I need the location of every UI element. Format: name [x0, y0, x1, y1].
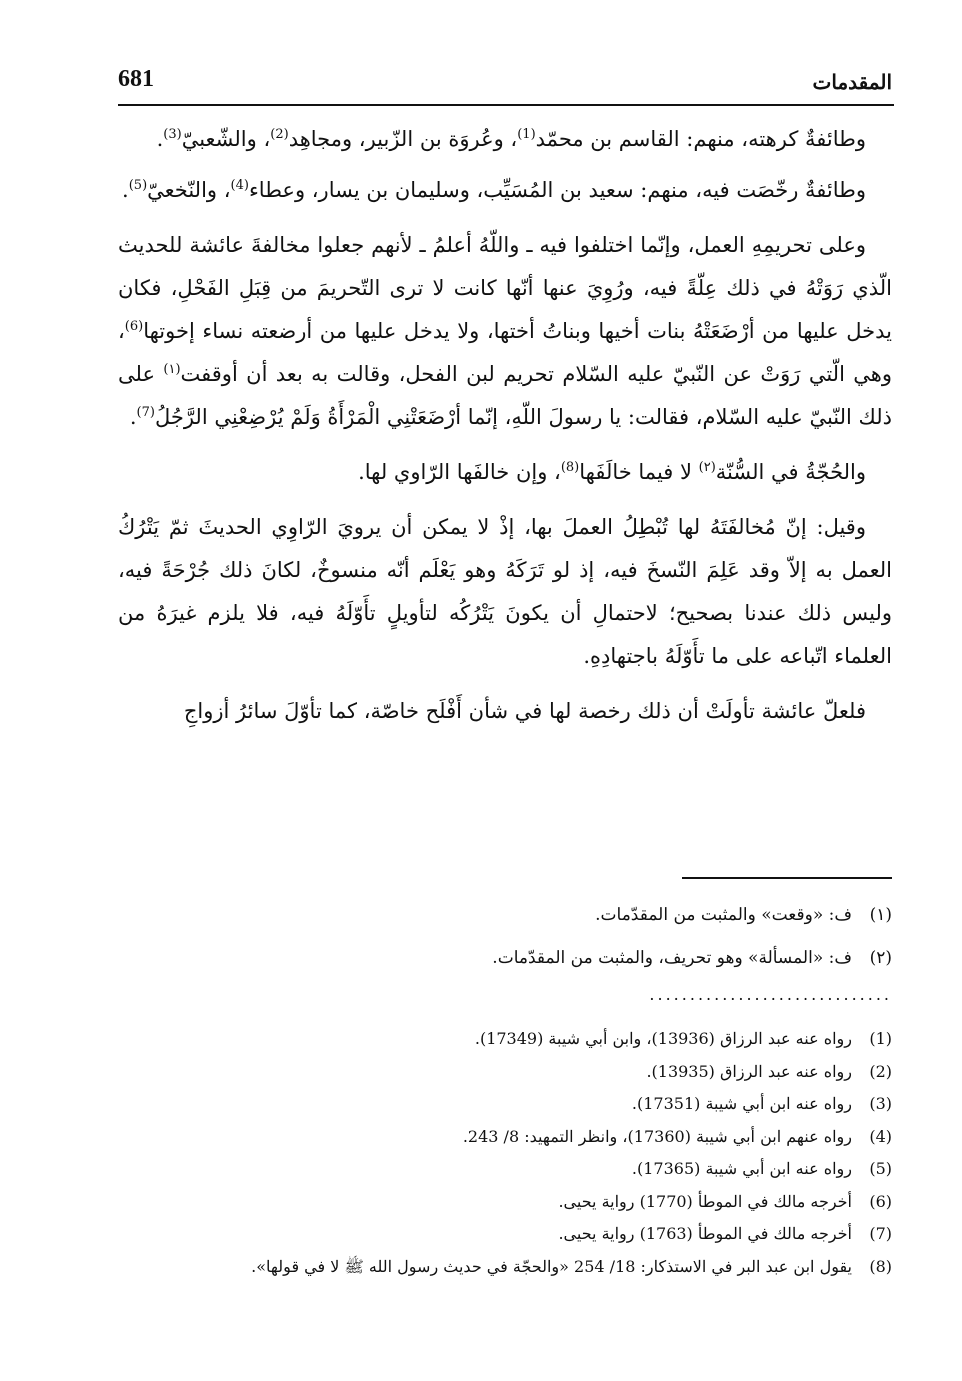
footnote-ref-1: (1)	[517, 127, 536, 142]
footnote-number: (3)	[869, 1094, 892, 1113]
running-header-title: المقدمات	[812, 70, 892, 94]
dotted-separator: ..............................	[649, 985, 892, 1004]
footnote-number: (1)	[869, 1029, 892, 1048]
footnote-ref-8: (8)	[560, 460, 580, 475]
footnote-number: (٢)	[869, 948, 892, 968]
footnote-ref-3: (3)	[163, 127, 182, 142]
footnote-rule	[682, 877, 892, 879]
paragraph-6: فلعلّ عائشة تأولَتْ أن ذلك رخصة لها في شأن أَفْلَح خاصّة، كما تأوّلَ سائرُ أزواجِ	[183, 699, 866, 723]
source-footnote	[118, 1153, 892, 1186]
source-footnote	[118, 1218, 892, 1251]
editor-footnotes	[118, 894, 892, 980]
footnote-text: رواه عنهم ابن أبي شيبة (17360)، وانظر التمهيد: 8/ 243.	[462, 1126, 852, 1146]
source-footnote	[118, 1023, 892, 1056]
footnote-ref-2: (2)	[270, 127, 289, 142]
footnote-ref-4: (4)	[230, 178, 249, 193]
source-footnote	[118, 1186, 892, 1219]
editor-footnote	[118, 894, 892, 937]
source-footnote	[118, 1121, 892, 1154]
source-footnote	[118, 1088, 892, 1121]
header-rule	[118, 104, 894, 106]
source-footnotes	[118, 1023, 892, 1283]
footnote-number: (6)	[869, 1191, 892, 1211]
paragraph-5: وقيل: إنّ مُخالفَتَهُ لها تُبْطِلُ العملَ بها، إذْ لا يمكن أن يرويَ الرّاوِي الحديثَ ثمّ يَتْرُكُ العمل به إلاّ وقد عَلِمَ النّسخَ فيه، إذ لو تَرَكَهُ وهو يَعْلَم أنّه منسوخٌ، لكانَ ذلك جُرْحَةً فيه، وليس ذلك عندنا بصحيح؛ لاحتمالِ أن يكونَ يَتْرُكُه لتأويلٍ تأَوّلَهُ فيه، فلا يلزم غيرَهُ من العلماء اتّباعه على ما تأَوّلَهُ باجتهادِهِ.	[118, 515, 892, 668]
footnote-ref-a2: (٢)	[698, 460, 716, 475]
paragraph-1: وطائفةٌ كرهته، منهم: القاسم بن محمّد$^{(1)}$، وعُروَة بن الزّبير، ومجاهِد$^{(2)}$، والشّعبيّ$^{(3)}$.	[156, 127, 866, 151]
footnote-number: (8)	[869, 1256, 892, 1276]
paragraph-4: والحُجّةُ في السُّنّة$^{(٢)}$ لا فيما خالَفَها$^{(8)}$، وإن خالفَها الرّاوي لها.	[358, 460, 866, 484]
editor-footnote	[118, 937, 892, 980]
footnote-ref-a1: (١)	[163, 362, 181, 377]
footnote-number: (4)	[869, 1126, 892, 1146]
footnote-text: أخرجه مالك في الموطأ (1770) رواية يحيى.	[558, 1191, 852, 1211]
footnote-text: رواه عنه عبد الرزاق (13935).	[646, 1061, 852, 1081]
paragraph-2: وطائفةٌ رخّصَت فيه، منهم: سعيد بن المُسَيِّب، وسليمان بن يسار، وعطاء$^{(4)}$، والنّخعيّ$^{(5)}$.	[122, 178, 866, 202]
footnote-text: ف: «وقعت» والمثبت من المقدّمات.	[595, 905, 852, 925]
footnote-text: ف: «المسألة» وهو تحريف، والمثبت من المقدّمات.	[492, 948, 852, 968]
paragraph-3: وعلى تحريمِهِ العمل، وإنّما اختلفوا فيه ـ واللّهُ أعلمُ ـ لأنهم جعلوا مخالفةَ عائشة للحديث الّذي رَوَتْهُ في ذلك عِلّةً فيه، ورُوِيَ عنها أنّها كانت لا ترى التّحريمَ من قِبَلِ الفَحْلِ، فكان يدخل عليها من أرْضَعَتْهُ بنات أخيها وبناتُ أختها، ولا يدخل عليها من أرضعته نساء إخوتها$^{(6)}$، وهي الّتي رَوَتْ عن النّبيّ عليه السّلام تحريم لبن الفحل، وقالت به بعد أن أوقفت$^{(١)}$ على ذلك النّبيّ عليه السّلام، فقالت: يا رسولَ اللّهِ، إنّما أرْضَعَتْنِي الْمَرْأَةُ وَلَمْ يُرْضِعْنِي الرَّجُلُ$^{(7)}$.	[118, 233, 892, 429]
footnote-number: (7)	[869, 1224, 892, 1243]
footnote-number: (5)	[869, 1159, 892, 1178]
page-number: 681	[118, 66, 154, 92]
footnote-text: رواه عنه ابن أبي شيبة (17351).	[631, 1094, 852, 1113]
footnote-text: أخرجه مالك في الموطأ (1763) رواية يحيى.	[558, 1224, 852, 1243]
footnote-number: (١)	[869, 905, 892, 925]
footnote-text: رواه عنه ابن أبي شيبة (17365).	[631, 1159, 852, 1178]
footnote-number: (2)	[869, 1061, 892, 1081]
footnote-text: يقول ابن عبد البر في الاستذكار: 18/ 254 «والحجّة في حديث رسول الله ﷺ لا في قولها».	[251, 1256, 852, 1276]
source-footnote	[118, 1056, 892, 1089]
main-text	[118, 118, 892, 745]
footnote-ref-7: (7)	[136, 405, 155, 420]
footnote-ref-5: (5)	[128, 178, 148, 193]
footnote-ref-6: (6)	[124, 319, 144, 334]
source-footnote	[118, 1251, 892, 1284]
footnote-text: رواه عنه عبد الرزاق (13936)، وابن أبي شيبة (17349).	[474, 1029, 852, 1048]
